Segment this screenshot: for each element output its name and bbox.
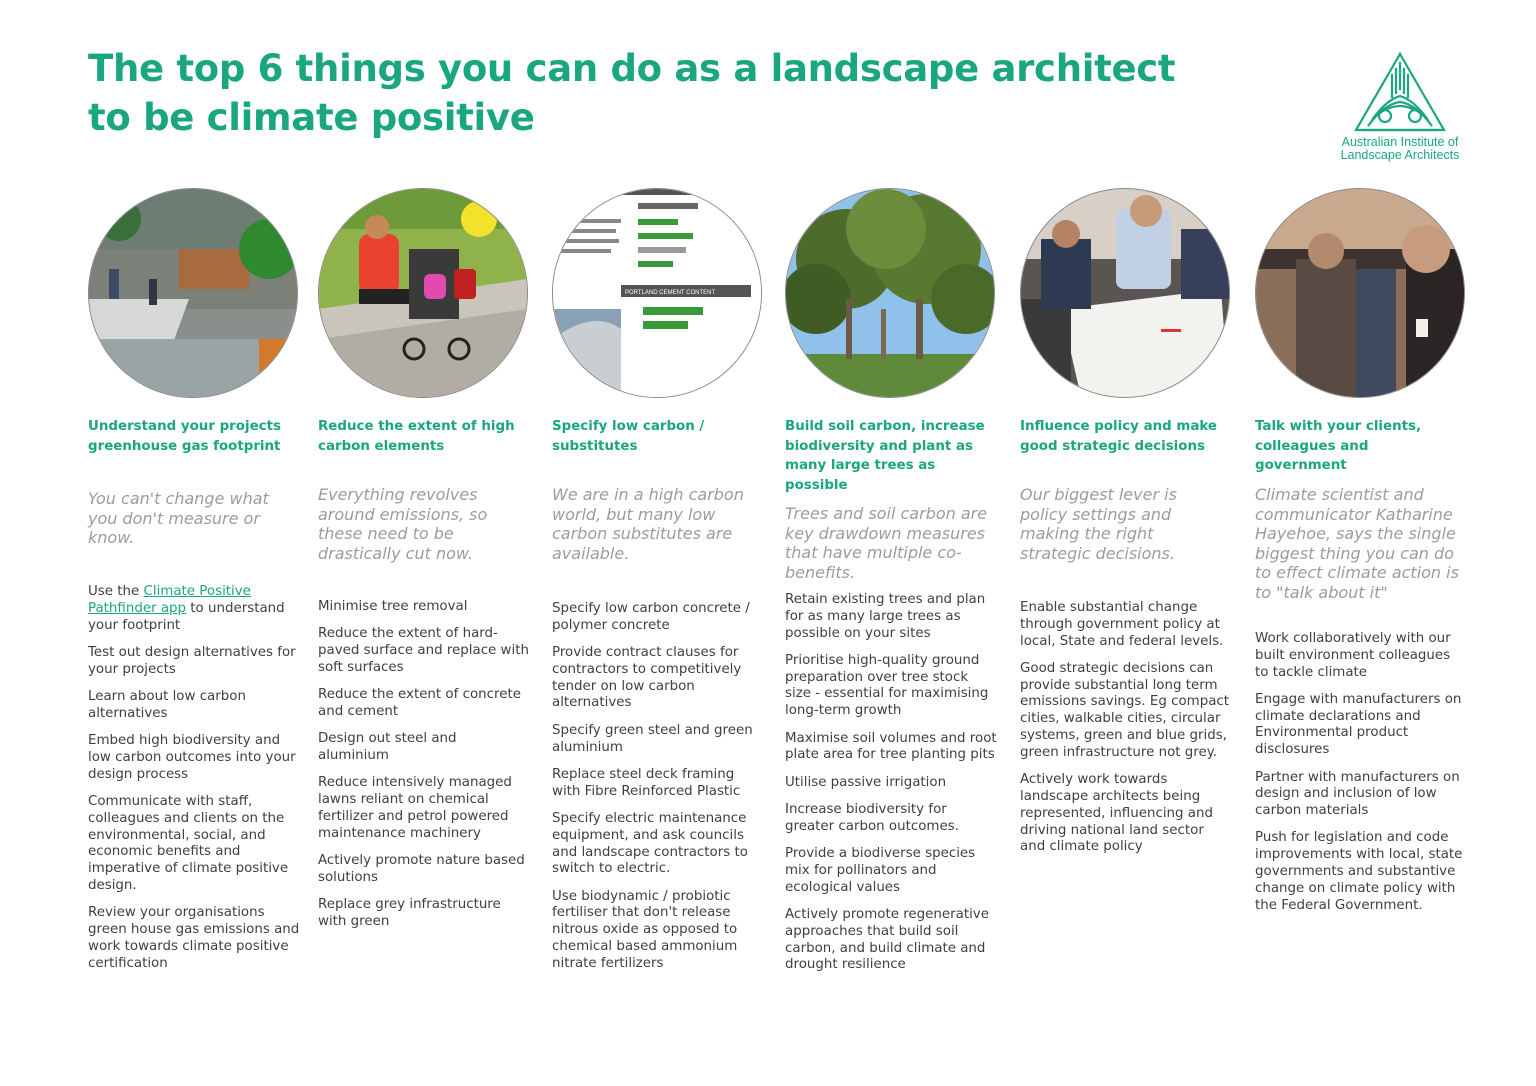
- pathfinder-app-link[interactable]: Climate Positive Pathfinder app: [88, 584, 251, 616]
- action-item: Utilise passive irrigation: [785, 774, 947, 790]
- people-talking-at-event-photo: [1255, 188, 1465, 398]
- column-footprint: [88, 0, 298, 1086]
- column-reduce-high-carbon: [318, 0, 528, 1086]
- action-item: Learn about low carbon alternatives: [88, 688, 246, 721]
- action-item: Review your organisations green house gas emissions and work towards climate positive certification: [88, 905, 300, 971]
- column-heading: Reduce the extent of high carbon elements: [318, 419, 515, 454]
- column-quote: Climate scientist and communicator Katharine Hayehoe, says the single biggest thing you can do to effect climate action is to "talk about it": [1255, 485, 1459, 602]
- column-soil-carbon-trees: [785, 0, 995, 1086]
- action-item: Specify low carbon concrete / polymer concrete: [552, 601, 750, 633]
- column-quote: Our biggest lever is policy settings and making the right strategic decisions.: [1020, 485, 1177, 563]
- action-item: Use biodynamic / probiotic fertiliser that don't release nitrous oxide as opposed to chemical based ammonium nitrate fertilizers: [552, 888, 738, 971]
- action-item-post: to understand your footprint: [88, 600, 285, 633]
- action-item: Maximise soil volumes and root plate area for tree planting pits: [785, 730, 997, 763]
- action-item: Reduce the extent of concrete and cement: [318, 687, 521, 719]
- action-item: Push for legislation and code improvements with local, state governments and substantive change on climate policy with the Federal Government.: [1255, 830, 1463, 913]
- action-item: Replace steel deck framing with Fibre Reinforced Plastic: [552, 766, 741, 799]
- logo-org-line-1: Australian Institute of: [1341, 135, 1459, 149]
- action-list: [1255, 631, 1467, 925]
- people-reviewing-plans-photo: [1020, 188, 1230, 398]
- action-item: Partner with manufacturers on design and inclusion of low carbon materials: [1255, 769, 1460, 819]
- action-list: [88, 584, 300, 983]
- page-title-line-2: to be climate positive: [88, 96, 535, 139]
- action-list: [318, 599, 530, 941]
- woman-with-stroller-on-lawn-photo: [318, 188, 528, 398]
- action-list: [552, 601, 764, 983]
- action-item: Test out design alternatives for your projects: [88, 644, 296, 677]
- column-heading: Talk with your clients, colleagues and government: [1255, 419, 1422, 473]
- action-item: Specify green steel and green aluminium: [552, 722, 753, 755]
- column-quote: Everything revolves around emissions, so these need to be drastically cut now.: [318, 485, 488, 563]
- action-item: [88, 584, 300, 634]
- action-item: Good strategic decisions can provide substantial long term emissions savings. Eg compact cities, walkable cities, circular systems, green and blue grids, green infrastructure not grey.: [1020, 660, 1230, 760]
- action-item: Prioritise high-quality ground preparation over tree stock size - essential for maximising long-term growth: [785, 652, 989, 719]
- column-heading: Specify low carbon / substitutes: [552, 419, 705, 454]
- action-item: Provide contract clauses for contractors to competitively tender on low carbon alternatives: [552, 645, 742, 711]
- action-item: Minimise tree removal: [318, 599, 468, 614]
- low-carbon-concrete-document-photo: [552, 188, 762, 398]
- column-heading: Influence policy and make good strategic decisions: [1020, 419, 1217, 454]
- column-heading: Build soil carbon, increase biodiversity and plant as many large trees as possible: [785, 419, 985, 493]
- column-heading: Understand your projects greenhouse gas footprint: [88, 419, 281, 454]
- column-influence-policy: [1020, 0, 1230, 1086]
- document-chart-header: PORTLAND CEMENT CONTENT: [625, 290, 716, 296]
- people-in-urban-plaza-photo: [88, 188, 298, 398]
- action-item: Specify electric maintenance equipment, and ask councils and landscape contractors to switch to electric.: [552, 810, 748, 877]
- action-item: Retain existing trees and plan for as many large trees as possible on your sites: [785, 592, 986, 641]
- action-item: Reduce intensively managed lawns reliant on chemical fertilizer and petrol powered maintenance machinery: [318, 775, 512, 841]
- action-item: Work collaboratively with our built environment colleagues to tackle climate: [1255, 631, 1451, 680]
- action-item-pre: Use the: [88, 584, 144, 599]
- action-item: Embed high biodiversity and low carbon outcomes into your design process: [88, 733, 296, 782]
- column-talk: [1255, 0, 1465, 1086]
- large-eucalyptus-trees-photo: [785, 188, 995, 398]
- action-item: Enable substantial change through government policy at local, State and federal levels.: [1020, 600, 1224, 649]
- action-item: Reduce the extent of hard-paved surface and replace with soft surfaces: [318, 626, 529, 675]
- action-item: Actively promote nature based solutions: [318, 853, 525, 885]
- action-item: Provide a biodiverse species mix for pollinators and ecological values: [785, 846, 976, 895]
- page-title-line-1: The top 6 things you can do as a landscape architect: [88, 47, 1176, 90]
- column-low-carbon-substitutes: [552, 0, 762, 1086]
- column-quote: We are in a high carbon world, but many low carbon substitutes are available.: [552, 485, 744, 563]
- column-quote: Trees and soil carbon are key drawdown measures that have multiple co-benefits.: [785, 504, 988, 582]
- action-item: Design out steel and aluminium: [318, 731, 457, 764]
- action-item: Engage with manufacturers on climate declarations and Environmental product disclosures: [1255, 691, 1462, 758]
- action-item: Actively promote regenerative approaches that build soil carbon, and build climate and drought resilience: [785, 906, 989, 973]
- action-item: Communicate with staff, colleagues and clients on the environmental, social, and economic benefits and imperative of climate positive design.: [88, 793, 289, 893]
- action-list: [1020, 600, 1232, 867]
- action-item: Replace grey infrastructure with green: [318, 897, 501, 929]
- action-item: Increase biodiversity for greater carbon outcomes.: [785, 801, 959, 834]
- logo-org-line-2: Landscape Architects: [1340, 148, 1460, 162]
- column-quote: You can't change what you don't measure or know.: [88, 489, 269, 547]
- action-item: Actively work towards landscape architects being represented, influencing and driving national land sector and climate policy: [1020, 772, 1213, 855]
- action-list: [785, 592, 997, 985]
